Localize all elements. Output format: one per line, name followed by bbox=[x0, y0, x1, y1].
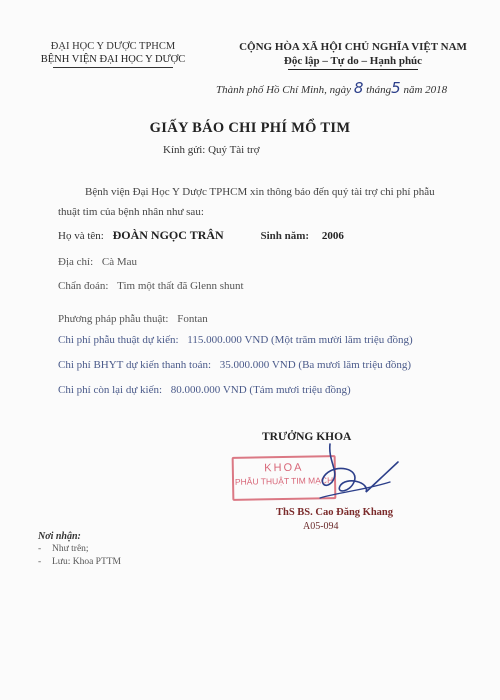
cost-value: 80.000.000 VND (Tám mươi triệu đồng) bbox=[170, 384, 351, 396]
birth-year: 2006 bbox=[321, 230, 344, 242]
cost-label: Chi phí phẫu thuật dự kiến: bbox=[58, 334, 179, 346]
cost-label: Chi phí còn lại dự kiến: bbox=[58, 384, 163, 396]
document-date bbox=[216, 79, 447, 97]
recipient-text: Lưu: Khoa PTTM bbox=[52, 557, 122, 567]
handwritten-signature bbox=[270, 442, 400, 512]
nation-title: CỘNG HÒA XÃ HỘI CHỦ NGHĨA VIỆT NAM bbox=[239, 41, 467, 53]
address-row bbox=[58, 256, 137, 268]
birth-year-label: Sinh năm: bbox=[260, 230, 310, 242]
address-value: Cà Mau bbox=[101, 256, 138, 268]
intro-paragraph: Bệnh viện Đại Học Y Dược TPHCM xin thông báo đến quý tài trợ chi phí phẫu thuật tim của bệnh nhân như sau: bbox=[58, 186, 435, 218]
address-label: Địa chỉ: bbox=[58, 256, 94, 268]
cost-value: 35.000.000 VND (Ba mươi lăm triệu đồng) bbox=[219, 359, 412, 371]
date-year: năm 2018 bbox=[403, 84, 448, 96]
doctor-name: ThS BS. Cao Đăng Khang bbox=[276, 507, 394, 518]
date-month-handwritten: 5 bbox=[391, 79, 401, 97]
surgery-method-value: Fontan bbox=[177, 313, 208, 325]
motto-underline bbox=[288, 69, 418, 70]
recipients-label: Nơi nhận: bbox=[38, 531, 81, 542]
stamp-line-2: PHẪU THUẬT TIM MẠCH bbox=[234, 475, 334, 487]
header-underline bbox=[53, 67, 173, 68]
issuer-header bbox=[18, 40, 208, 68]
recipient-text: Như trên; bbox=[52, 544, 89, 554]
cost-label: Chi phí BHYT dự kiến thanh toán: bbox=[58, 359, 212, 371]
national-header bbox=[222, 40, 484, 70]
patient-row bbox=[58, 228, 344, 243]
date-prefix: Thành phố Hồ Chí Minh, ngày bbox=[216, 84, 352, 96]
document-title: GIẤY BÁO CHI PHÍ MỔ TIM bbox=[149, 120, 351, 136]
stamp-line-1: KHOA bbox=[264, 461, 304, 475]
hospital-name: BỆNH VIỆN ĐẠI HỌC Y DƯỢC bbox=[40, 54, 186, 65]
diagnosis-label: Chẩn đoán: bbox=[58, 280, 109, 292]
cost-value: 115.000.000 VND (Một trăm mười lăm triệu đồng) bbox=[187, 334, 413, 346]
national-motto: Độc lập – Tự do – Hạnh phúc bbox=[283, 55, 423, 67]
signer-title: TRƯỞNG KHOA bbox=[262, 431, 352, 443]
recipient-item: - Như trên; bbox=[38, 544, 89, 554]
date-day-handwritten: 8 bbox=[353, 79, 364, 97]
surgery-method-label: Phương pháp phẫu thuật: bbox=[58, 313, 169, 325]
diagnosis-value: Tim một thất đã Glenn shunt bbox=[117, 280, 244, 292]
patient-name-label: Họ và tên: bbox=[58, 230, 104, 242]
cost-row-insurance bbox=[58, 359, 411, 371]
cost-row-remaining bbox=[58, 384, 351, 396]
recipient-item: - Lưu: Khoa PTTM bbox=[38, 557, 122, 567]
doctor-code: A05-094 bbox=[303, 521, 339, 532]
diagnosis-row bbox=[58, 280, 244, 292]
greeting: Kính gửi: Quý Tài trợ bbox=[163, 144, 260, 156]
cost-row-surgery bbox=[58, 334, 413, 346]
university-name: ĐẠI HỌC Y DƯỢC TPHCM bbox=[50, 41, 176, 52]
surgery-method-row bbox=[58, 313, 208, 325]
date-month-label: tháng bbox=[366, 84, 392, 96]
patient-name: ĐOÀN NGỌC TRÂN bbox=[112, 228, 224, 242]
